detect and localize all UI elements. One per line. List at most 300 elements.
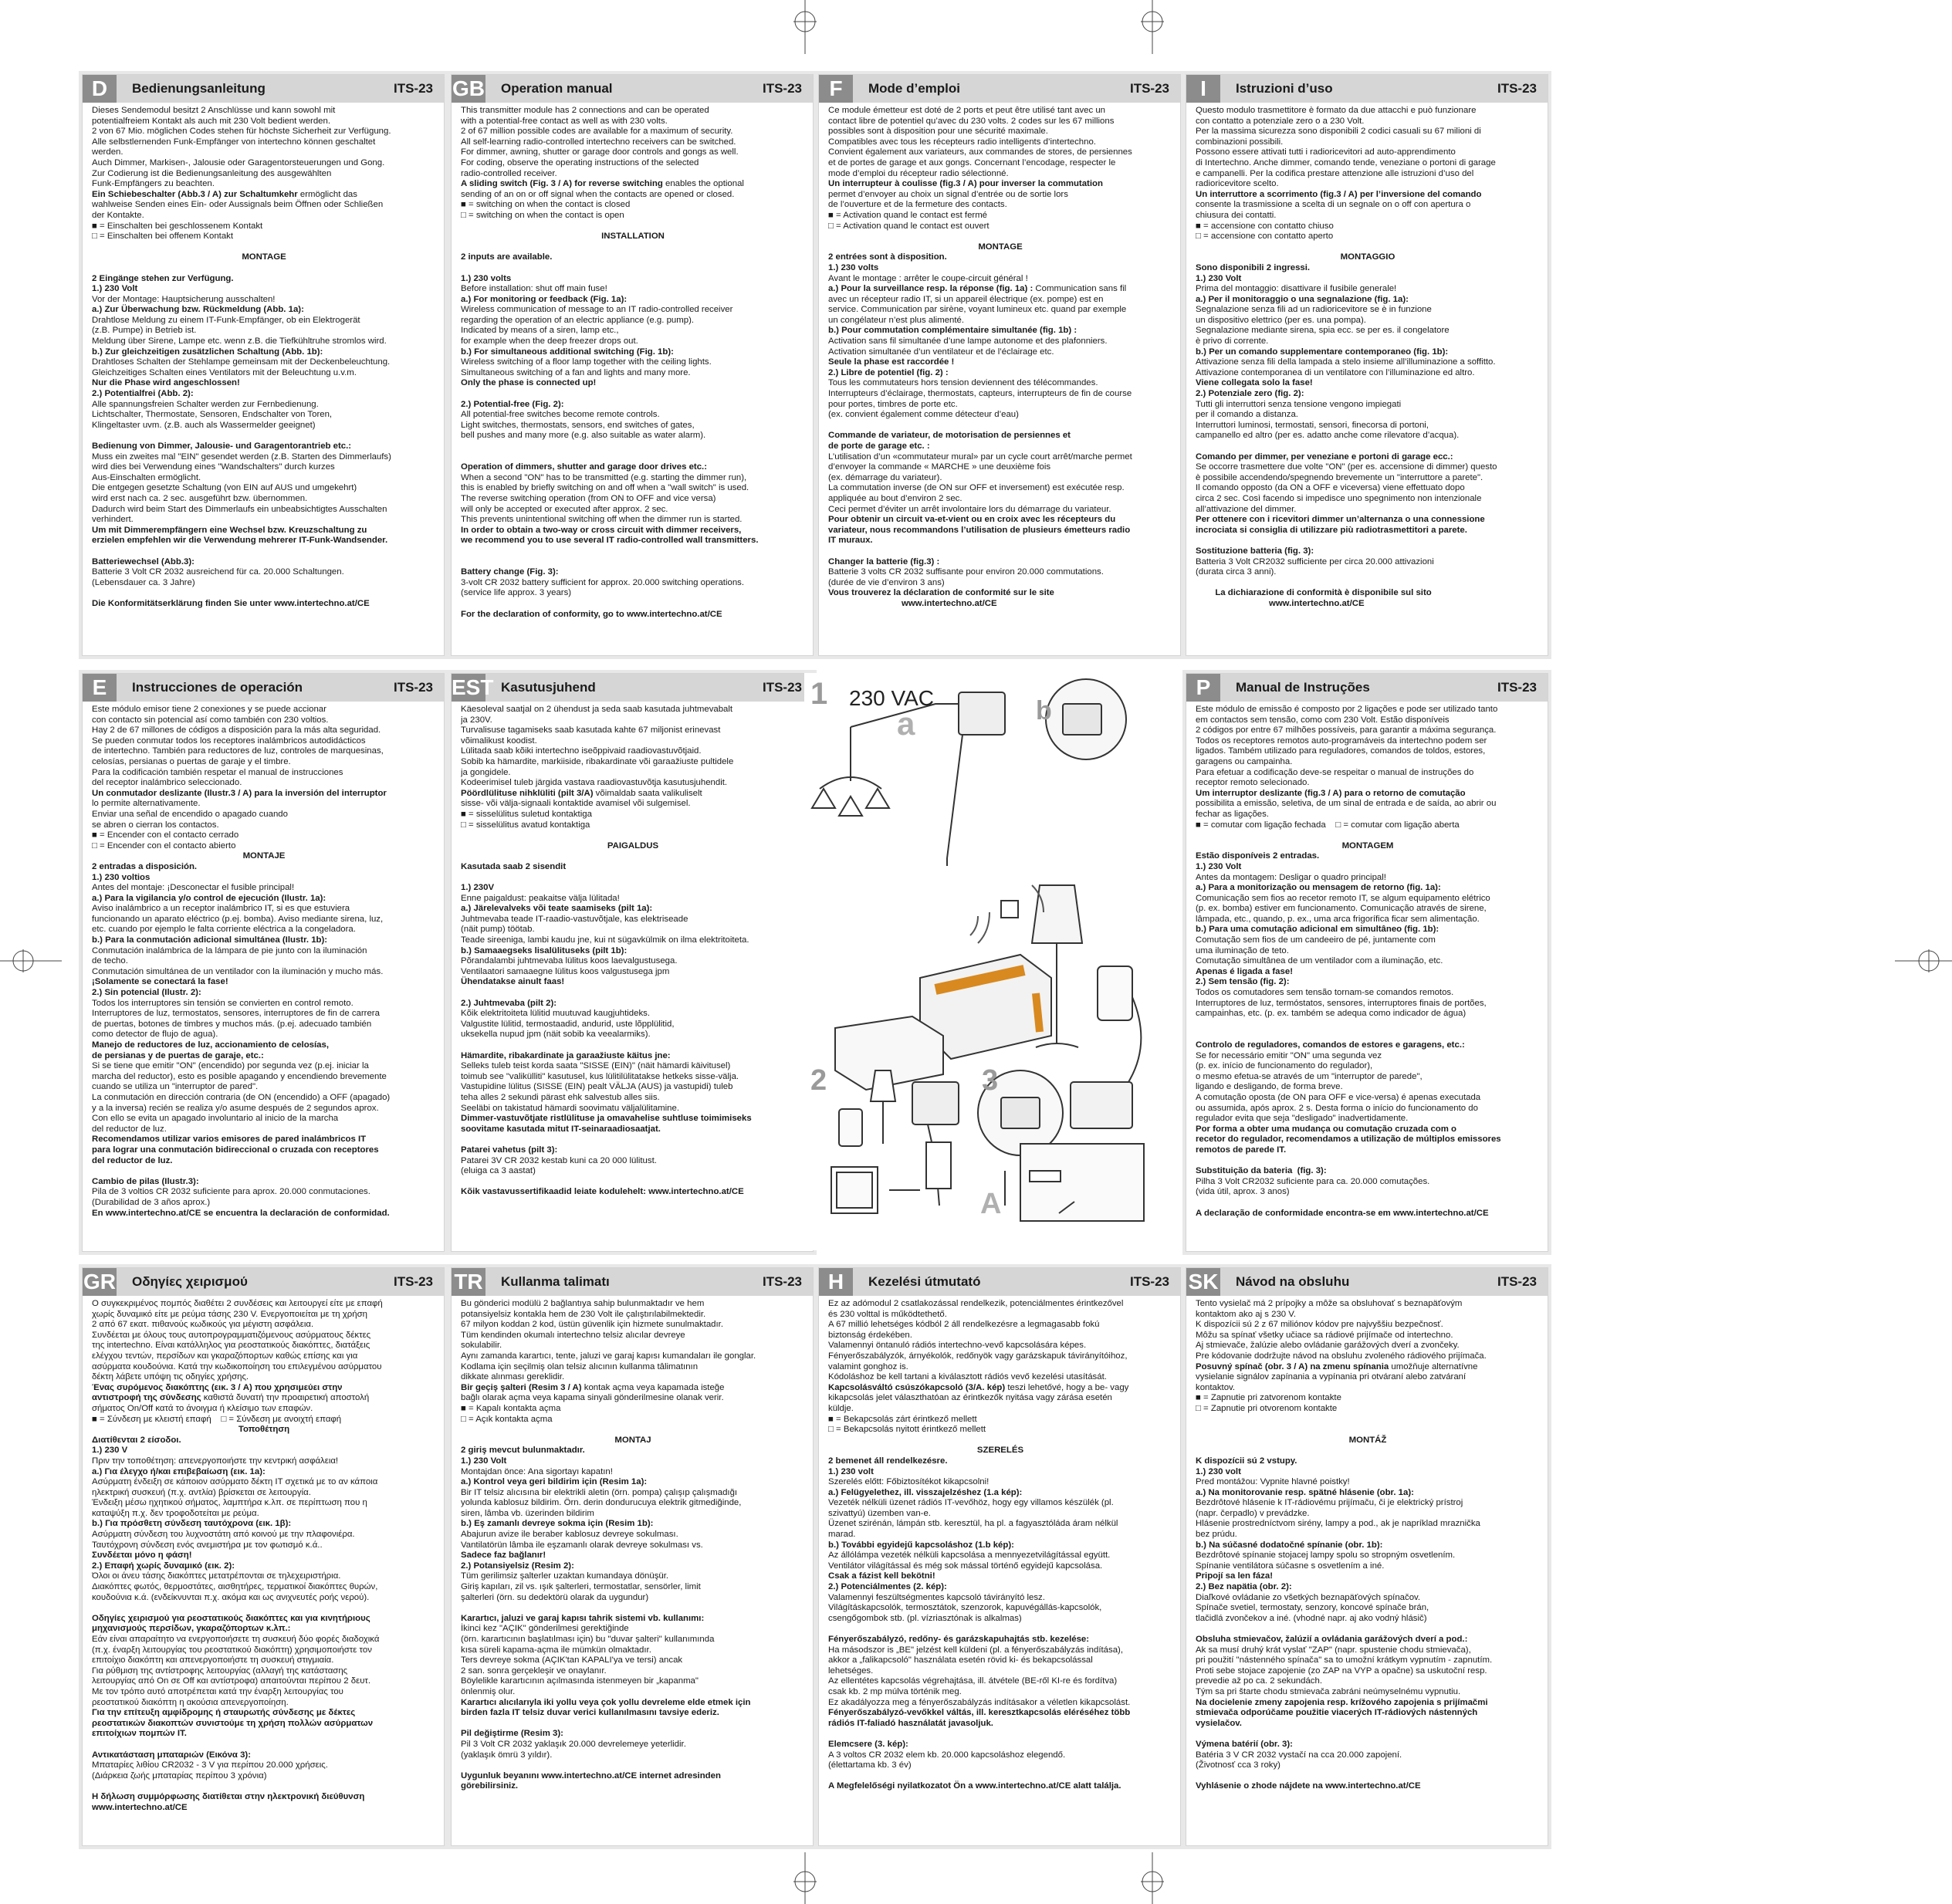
panel-body — [1196, 1299, 1540, 1842]
text-line: □ = Activation quand le contact est ouvert — [828, 221, 990, 231]
text-line: a.) Zur Überwachung bzw. Rückmeldung (Abb. 1a): — [92, 305, 304, 315]
panel-body — [92, 1299, 436, 1842]
text-line: Indicated by means of a siren, lamp etc., — [461, 326, 619, 336]
text-line: b.) Eş zamanlı devreye sokma için (Resim 1b): — [461, 1519, 654, 1529]
text-line: 1.) 230 Volt — [1196, 273, 1242, 283]
text-line: Wireless communication of message to an IT radio-controlled receiver — [461, 305, 733, 315]
text-line: Todos los interruptores sin tensión se convierten en control remoto. — [92, 998, 354, 1008]
text-line: receptor remoto selecionado. — [1196, 778, 1310, 788]
text-line: pri použití "nástenného spínača" sa to umožní krátkym vypnutím - zapnutím. — [1196, 1655, 1493, 1666]
text-line: When a second "ON" has to be transmitted (e.g. starting the dimmer run), — [461, 472, 747, 482]
text-line: Un interruttore a scorrimento (fig.3 / A) per l’inversione del comando — [1196, 189, 1482, 199]
text-line: chiusura dei contatti. — [1196, 210, 1277, 220]
text-line: Interruttori luminosi, termostati, sensori, finecorsa di portoni, — [1196, 420, 1429, 430]
text-line: Ένας συρόμενος διακόπτης (εικ. 3 / A) που χρησιμεύει στην — [92, 1382, 343, 1392]
text-line — [92, 1740, 436, 1750]
text-line: bell pushes and many more (e.g. also suitable as water alarm). — [461, 431, 706, 441]
panel-header — [83, 674, 444, 702]
text-line: της intertechno. Είναι κατάλληλος για ρεοστατικούς διακόπτες, διατάξεις — [92, 1341, 370, 1351]
text-line: Para efetuar a codificação deve-se respeitar o manual de instruções do — [1196, 767, 1474, 777]
text-line: uma iluminação de teto. — [1196, 945, 1289, 955]
text-line: Aj stmievače, žalúzie alebo ovládanie garážových dverí a zvončeky. — [1196, 1341, 1460, 1351]
text-line: □ = sisselülitus avatud kontaktiga — [461, 820, 590, 830]
text-line: 2 inputs are available. — [461, 252, 553, 262]
text-line: All potential-free switches become remote controls. — [461, 410, 660, 420]
text-line: stmievača odporúčame použitie viacerých IT-rádiových nástenných — [1196, 1708, 1478, 1718]
text-line: Az ellentétes kapcsolás végrehajtása, ill. átvétele (BE-ről KI-re és fordítva) — [828, 1676, 1118, 1686]
text-line: wahlweise Senden eines Ein- oder Aussignals beim Öffnen oder Schließen — [92, 200, 384, 210]
text-line: remotos de parede IT. — [1196, 1145, 1287, 1155]
text-line: Συνδέεται μόνο η φάση! — [92, 1551, 192, 1561]
installation-illustration — [804, 673, 1155, 1250]
text-line: Per la massima sicurezza sono disponibili 2 codici casuali su 67 milioni di — [1196, 127, 1481, 137]
text-line: ■ = comutar com ligação fechada □ = comutar com ligação aberta — [1196, 820, 1460, 830]
text-line: kikapcsolás jelet választhatóan az érintkezők nyitása vagy zárása esetén — [828, 1393, 1112, 1403]
text-line — [461, 830, 805, 841]
text-line: şalterleri (örn. su dedektörü olarak da uygundur) — [461, 1592, 649, 1602]
text-line: Substituição da bateria (fig. 3): — [1196, 1166, 1327, 1176]
text-line: Light switches, thermostats, sensors, end switches of gates, — [461, 420, 695, 430]
text-line: Για ρύθμιση της αντίστροφης λειτουργίας (αλλαγή της κατάστασης — [92, 1666, 348, 1676]
text-line: Battery change (Fig. 3): — [461, 567, 559, 577]
text-line: 1.) 230 voltios — [92, 872, 151, 882]
text-line: Avant le montage : arrêter le coupe-circuit général ! — [828, 273, 1028, 283]
text-line: küldje. — [828, 1403, 854, 1413]
text-line — [1196, 1198, 1540, 1209]
manual-panel-p — [1186, 673, 1548, 1252]
text-line: K dispozícii sú 2 vstupy. — [1196, 1456, 1297, 1466]
text-line: 1.) 230 volts — [828, 262, 879, 272]
text-line: Οδηγίες χειρισμού για ρεοστατικούς διακόπτες και για κινητήριους — [92, 1613, 370, 1623]
text-line — [1196, 441, 1540, 452]
text-line — [461, 452, 805, 463]
text-line: circa 2 sec. Così facendo si impedisce uno spegnimento non intenzionale — [1196, 493, 1482, 503]
text-line: o mesmo efetua-se através de um "interruptor de parede", — [1196, 1071, 1423, 1081]
text-line: como detector de flujo de agua). — [92, 1030, 218, 1040]
text-line: Controlo de reguladores, comandos de estores e garagens, etc.: — [1196, 1040, 1465, 1050]
text-line: Obsluha stmievačov, žalúzií a ovládania garážových dverí a pod.: — [1196, 1635, 1468, 1644]
panel-title: Manual de Instruções — [1236, 680, 1370, 695]
text-line: Activation simultanée d’un ventilateur et de l’éclairage etc. — [828, 347, 1054, 357]
text-line: erzielen empfehlen wir die Verwendung mehrerer IT-Funk-Wandsender. — [92, 536, 388, 546]
text-line: Juhtmevaba teade IT-raadio-vastuvõtjale, kas elektriseade — [461, 914, 688, 924]
text-line: Bu gönderici modülü 2 bağlantıya sahip bulunmaktadır ve hem — [461, 1299, 705, 1308]
text-line: Kódoláshoz be kell tartani a kiválasztott rádiós vevő kezelési utasítását. — [828, 1372, 1107, 1382]
text-line: vysielanie signálov zapínania a vypínania pri otváraní alebo zatváraní — [1196, 1372, 1467, 1382]
text-line: Lülitada saab kõiki intertechno iseõppivaid raadiovastuvõtjaid. — [461, 746, 702, 756]
text-line: permet d’envoyer au choix un signal d’entrée ou de sortie lors — [828, 189, 1068, 199]
text-line: Ventilátor világítással és még sok mással történő egyidejű kapcsolása. — [828, 1561, 1103, 1571]
model-code: ITS-23 — [762, 1274, 802, 1289]
text-line — [461, 599, 805, 610]
text-line: Pred montážou: Vypnite hlavné poistky! — [1196, 1477, 1350, 1487]
text-line: Apenas é ligada a fase! — [1196, 966, 1293, 976]
text-line: Segnalazione mediante sirena, spia ecc. se per es. il congelatore — [1196, 326, 1450, 336]
text-line — [828, 1771, 1172, 1782]
text-line — [1196, 536, 1540, 546]
panel-body — [92, 705, 436, 1248]
text-line: Conmutación simultánea de un ventilador con la iluminación y mucho más. — [92, 966, 384, 976]
panel-body — [461, 1299, 805, 1842]
text-line: sisse- või välja-signaali kontaktide avamisel või sulgemisel. — [461, 799, 691, 809]
fig-3a-label: A — [980, 1188, 1002, 1220]
text-line: Para la codificación también respetar el manual de instrucciones — [92, 767, 343, 777]
text-line: appliquée au bout d’environ 2 sec. — [828, 493, 962, 503]
text-line: επιτοίχιων πομπών IT. — [92, 1729, 187, 1739]
text-line: Sobib ka hämardite, markiiside, ribakardinate või garaažiuste pultidele — [461, 756, 734, 766]
text-line: Se pueden conmutar todos los receptores inalámbricos autodidácticos — [92, 736, 366, 746]
panel-header — [83, 1268, 444, 1296]
text-line: Changer la batterie (fig.3) : — [828, 556, 940, 566]
text-line: del receptor inalámbrico seleccionado. — [92, 778, 242, 788]
text-line: Aviso inalámbrico a un receptor inalámbrico IT, si es que estuviera — [92, 904, 350, 914]
text-line: Segnalazione senza fili ad un radioricevitore se è in funzione — [1196, 305, 1432, 315]
text-line: Batéria 3 V CR 2032 vystačí na cca 20.000 zapojení. — [1196, 1750, 1402, 1760]
text-line: (örn. karartıcının başlatılması için) bu "duvar şalteri" kullanımında — [461, 1635, 715, 1644]
text-line: Operation of dimmers, shutter and garage door drives etc.: — [461, 462, 708, 472]
text-line: Csak a fázist kell bekötni! — [828, 1571, 935, 1581]
text-line: □ = Zapnutie pri otvorenom kontakte — [1196, 1403, 1338, 1413]
text-line — [461, 557, 805, 568]
text-line: para lograr una conmutación bidireccional o cruzada con receptores — [92, 1145, 379, 1155]
model-code: ITS-23 — [1129, 1274, 1169, 1289]
text-line — [828, 232, 1172, 242]
text-line: MONTÁŽ — [1348, 1435, 1387, 1445]
text-line: Klingeltaster uvm. (z.B. auch als Wassermelder geeignet) — [92, 420, 316, 430]
text-line: con contacto sin potencial así como también con 230 voltios. — [92, 715, 329, 725]
panel-title: Instrucciones de operación — [132, 680, 303, 695]
text-line: bağlı olarak açma veya kapama sinyali gönderilmesine olanak verir. — [461, 1393, 724, 1403]
text-line: Meldung über Sirene, Lampe etc. wenn z.B. die Tiefkühltruhe stromlos wird. — [92, 336, 387, 347]
text-line: Világításkapcsolók, termosztátok, szenzorok, kapuvégállás-kapcsolók, — [828, 1603, 1102, 1613]
text-line: For coding, observe the operating instructions of the selected — [461, 157, 699, 167]
text-line: Dadurch wird beim Start des Dimmerlaufs ein unbeabsichtigtes Ausschalten — [92, 504, 387, 514]
text-line: Ασύρματη σύνδεση του λυχνοστάτη από κοινού με την πλαφονιέρα. — [92, 1530, 355, 1540]
text-line: Για την επίτευξη αμφίδρομης ή σταυρωτής σύνδεσης με δέκτες — [92, 1708, 356, 1718]
text-line: Il comando opposto (da ON a OFF e viceversa) viene effettuato dopo — [1196, 483, 1465, 493]
panel-body — [1196, 106, 1540, 652]
text-line: A declaração de conformidade encontra-se em www.intertechno.at/CE — [1196, 1208, 1489, 1218]
text-line: 2.) Sin potencial (Ilustr. 2): — [92, 988, 201, 998]
text-line: Tüm gerilimsiz şalterler uzaktan kumandaya dönüşür. — [461, 1571, 669, 1581]
text-line: (z.B. Pumpe) in Betrieb ist. — [92, 326, 197, 336]
text-line: b.) For simultaneous additional switching (Fig. 1b): — [461, 347, 674, 357]
text-line: All self-learning radio-controlled intertechno receivers can be switched. — [461, 137, 736, 147]
text-line: Pre kódovanie dodržujte návod na obsluhu zvoleného rádiového prijímača. — [1196, 1351, 1487, 1361]
text-line: Compatibles avec tous les récepteurs radio intelligents d’intertechno. — [828, 137, 1096, 147]
text-line: bez prúdu. — [1196, 1530, 1237, 1540]
language-code: D — [83, 75, 117, 103]
text-line: χωρίς δυναμικό είτε με ρεύμα τάσης 230 V. Ενεργοποιείται με τη χρήση — [92, 1309, 367, 1319]
text-line: Questo modulo trasmettitore è formato da due attacchi e può funzionare — [1196, 106, 1477, 115]
text-line: võimalikust koodist. — [461, 736, 537, 746]
text-line: Vastupidine lülitus (SISSE (EIN) pealt VÄLJA (AUS) ja vastupidi) tuleb — [461, 1082, 733, 1092]
text-line: A 67 millió lehetséges kódból 2 áll rendelkezésre a legmagasabb fokú — [828, 1320, 1100, 1330]
text-line: der Kontakte. — [92, 210, 144, 220]
manual-panel-i — [1186, 74, 1548, 656]
text-line: Spínanie ventilátora súčasne s osvetlením a iné. — [1196, 1561, 1385, 1571]
text-line: Gleichzeitiges Schalten eines Ventilators mit der Beleuchtung u.v.m. — [92, 367, 357, 377]
text-line: a.) For monitoring or feedback (Fig. 1a): — [461, 294, 628, 304]
text-line: La commutation inverse (de ON sur OFF et inversement) est exécutée resp. — [828, 483, 1125, 493]
text-line — [461, 1760, 805, 1771]
text-line: Μπαταρίες λιθίου CR2032 - 3 V για περίπου 20.000 χρήσεις. — [92, 1760, 328, 1770]
text-line: Attivazione senza fili della lampada a stelo insieme all’illuminazione a soffitto. — [1196, 357, 1496, 367]
text-line: Patarei vahetus (pilt 3): — [461, 1145, 558, 1155]
text-line: Pripojí sa len fáza! — [1196, 1571, 1274, 1581]
text-line: Üzenet szirénán, lámpán stb. keresztül, ha pl. a fagyasztóláda áram nélkül — [828, 1519, 1118, 1529]
manual-panel-gb — [451, 74, 814, 656]
text-line: (Životnosť cca 3 roky) — [1196, 1760, 1280, 1770]
text-line: MONTAGE — [978, 242, 1023, 252]
text-line: Alle selbstlernenden Funk-Empfänger von intertechno können geschaltet — [92, 137, 376, 147]
text-line: Hay 2 de 67 millones de códigos a disposición para la más alta seguridad. — [92, 725, 381, 736]
text-line: www.intertechno.at/CE — [828, 598, 997, 608]
text-line: campainhas, etc. (p. ex. também se adequa como indicador de água) — [1196, 1009, 1467, 1019]
text-line: Sostituzione batteria (fig. 3): — [1196, 546, 1314, 556]
text-line: Η δήλωση συμμόρφωσης διατίθεται στην ηλεκτρονική διεύθυνση — [92, 1791, 365, 1801]
text-line: Ένδειξη μέσω ηχητικού σήματος, λαμπτήρα κ.λπ. σε περίπτωση που η — [92, 1498, 367, 1508]
text-line: prevedie až po ca. 2 sekundách. — [1196, 1676, 1323, 1686]
text-line: ηλεκτρική συσκευή (π.χ. αντλία) βρίσκεται σε λειτουργία. — [92, 1487, 311, 1497]
panel-header — [819, 75, 1180, 103]
text-line — [461, 222, 805, 232]
text-line — [461, 263, 805, 274]
text-line: Διατίθενται 2 είσοδοι. — [92, 1435, 181, 1445]
panel-title: Mode d’emploi — [868, 81, 960, 96]
text-line: For the declaration of conformity, go to www.intertechno.at/CE — [461, 609, 722, 619]
panel-body — [828, 1299, 1172, 1842]
panel-header — [819, 1268, 1180, 1296]
text-line: 2.) Επαφή χωρίς δυναμικό (εικ. 2): — [92, 1561, 235, 1571]
text-line: de puertas, botones de timbres y muchos más. (p.ej. adecuado también — [92, 1019, 372, 1029]
text-line: de persianas y de puertas de garaje, etc.: — [92, 1050, 264, 1060]
text-line: Un interrupteur à coulisse (fig.3 / A) pour inverser la commutation — [828, 179, 1103, 189]
text-line: Vor der Montage: Hauptsicherung ausschalten! — [92, 294, 276, 304]
text-line: siren, lâmba vb. üzerinden bildirim — [461, 1508, 594, 1518]
language-code: SK — [1186, 1268, 1220, 1296]
panel-header — [1186, 674, 1548, 702]
text-line: Vantilatörün lâmba ile eşzamanlı olarak devreye sokulması vs. — [461, 1540, 703, 1550]
text-line: a.) Kontrol veya geri bildirim için (Resim 1a): — [461, 1477, 648, 1487]
text-line: a.) Pour la surveillance resp. la réponse (fig. 1a) : Communication sans fil — [828, 284, 1127, 294]
text-line: combinazioni possibili. — [1196, 137, 1284, 147]
text-line: Conmutación inalámbrica de la lámpara de pie junto con la iluminación — [92, 945, 367, 955]
text-line: 1.) 230 Volt — [92, 284, 138, 294]
text-line: Τοποθέτηση — [238, 1425, 290, 1435]
text-line: Vyhlásenie o zhode nájdete na www.intertechno.at/CE — [1196, 1781, 1421, 1791]
text-line: 2.) Potenziale zero (fig. 2): — [1196, 389, 1304, 399]
text-line — [1196, 1771, 1540, 1782]
text-line — [461, 546, 805, 557]
text-line: Bezdrôtové spínanie stojacej lampy spolu so stropným osvetlením. — [1196, 1551, 1456, 1561]
text-line: MONTAJ — [614, 1435, 651, 1445]
text-line — [828, 421, 1172, 431]
text-line: Ce module émetteur est doté de 2 ports et peut être utilisé tant avec un — [828, 106, 1106, 115]
text-line: görebilirsiniz. — [461, 1781, 519, 1791]
text-line: MONTAGGIO — [1340, 252, 1395, 262]
text-line: Spínače svetiel, termostaty, senzory, koncové spínače brán, — [1196, 1603, 1429, 1613]
text-line: μηχανισμούς περσίδων, γκαραζόπορτων κ.λπ.: — [92, 1624, 291, 1634]
fig-1b-label: b — [1036, 696, 1052, 725]
text-line: b.) További egyidejű kapcsoláshoz (1.b kép): — [828, 1540, 1014, 1550]
text-line — [461, 242, 805, 253]
text-line: ■ = Zapnutie pri zatvorenom kontakte — [1196, 1393, 1341, 1403]
text-line: se abren o cierran los contactos. — [92, 820, 219, 830]
text-line: 2 giriş mevcut bulunmaktadır. — [461, 1446, 585, 1456]
text-line: b.) Zur gleichzeitigen zusätzlichen Schaltung (Abb. 1b): — [92, 347, 323, 357]
text-line: 1.) 230 volts — [461, 273, 512, 283]
text-line: Εάν είναι απαραίτητο να ενεργοποιήσετε τη συσκευή δύο φορές διαδοχικά — [92, 1635, 380, 1644]
text-line: (élettartama kb. 3 év) — [828, 1760, 912, 1770]
model-code: ITS-23 — [762, 680, 802, 695]
text-line: Môžu sa spínať všetky učiace sa rádiové prijímače od intertechno. — [1196, 1330, 1453, 1340]
text-line: vysielačov. — [1196, 1718, 1242, 1728]
text-line: Enne paigaldust: peakaitse välja lülitada! — [461, 893, 620, 903]
text-line: yolunda kablosuz bildirim. Örn. derin dondurucuya elektrik gitmediğinde, — [461, 1498, 742, 1508]
text-line: PAIGALDUS — [607, 840, 659, 851]
text-line: Ταυτόχρονη σύνδεση ενός ανεμιστήρα με τον φωτισμό κ.ά.. — [92, 1540, 323, 1550]
text-line: Um interruptor deslizante (fig.3 / A) para o retorno de comutação — [1196, 788, 1466, 798]
text-line: καταψύξη π.χ. δεν τροφοδοτείται με ρεύμα. — [92, 1508, 259, 1518]
text-line: Recomendamos utilizar varios emisores de pared inalámbricos IT — [92, 1135, 367, 1145]
text-line: Batterie 3 volts CR 2032 suffisante pour environ 20.000 commutations. — [828, 567, 1104, 577]
text-line: Comunicação sem fios ao recetor remoto IT, se algum equipamento elétrico — [1196, 893, 1490, 903]
text-line — [828, 1729, 1172, 1740]
text-line: 1.) 230 V — [92, 1446, 128, 1456]
manual-panel-sk — [1186, 1267, 1548, 1846]
text-line: et de portes de garage et aux gongs. Concernant l’encodage, respecter le — [828, 157, 1116, 167]
text-line: em contactos sem tensão, como com 230 Volt. Estão disponíveis — [1196, 715, 1450, 725]
text-line: Estão disponíveis 2 entradas. — [1196, 851, 1320, 861]
text-line: Valamennyi öntanuló rádiós intertechno-vevő kapcsolására képes. — [828, 1341, 1087, 1351]
text-line: with a potential-free contact as well as with 230 volts. — [461, 116, 668, 126]
text-line: Karartıcı, jaluzi ve garaj kapısı tahrik sistemi vb. kullanımı: — [461, 1613, 705, 1623]
text-line: teha alles 2 sekundi pärast ehk salvestub alles siis. — [461, 1092, 660, 1102]
text-line: contact libre de potentiel qu’avec du 230 volts. 2 codes sur les 67 millions — [828, 116, 1115, 126]
panel-body — [92, 106, 436, 652]
text-line: potentialfreiem Kontakt als auch mit 230 Volt bedient werden. — [92, 116, 330, 126]
text-line: rádiós IT-faliadó használatát javasoljuk. — [828, 1718, 993, 1728]
text-line: wird dies bei Verwendung eines "Wandschalters" durch kurzes — [92, 462, 335, 472]
text-line: Este módulo de emissão é composto por 2 ligações e pode ser utilizado tanto — [1196, 705, 1498, 714]
text-line: 2 san. sonra gerçekleşir ve onaylanır. — [461, 1666, 607, 1676]
text-line: Enviar una señal de encendido o apagado cuando — [92, 809, 288, 819]
text-line: verhindert. — [92, 515, 134, 525]
model-code: ITS-23 — [1497, 1274, 1537, 1289]
text-line: pour portes, timbres de porte etc. — [828, 399, 958, 409]
text-line: 2 Eingänge stehen zur Verfügung. — [92, 273, 234, 283]
text-line — [828, 1436, 1172, 1446]
text-line: Ein Schiebeschalter (Abb.3 / A) zur Schaltumkehr ermöglicht das — [92, 189, 357, 199]
text-line: a.) Για έλεγχο ή/και επιβεβαίωση (εικ. 1a): — [92, 1466, 266, 1476]
text-line: A 3 voltos CR 2032 elem kb. 20.000 kapcsoláshoz elegendő. — [828, 1750, 1066, 1760]
text-line: Böylelikle karartıcının açılmasında istenmeyen bir „kapanma" — [461, 1676, 699, 1686]
text-line — [92, 1781, 436, 1792]
manual-panel-est — [451, 673, 814, 1252]
text-line: Hämardite, ribakardinate ja garaažiuste käitus jne: — [461, 1050, 671, 1060]
text-line: Si se tiene que emitir "ON" (encendido) por segunda vez (p.ej. iniciar la — [92, 1061, 369, 1071]
text-line: szivattyú) üzemben van-e. — [828, 1508, 931, 1518]
text-line: ou assumida, após aprox. 2 s. Desta forma o início do funcionamento do — [1196, 1103, 1478, 1113]
text-line: will only be accepted or executed after approx. 2 sec. — [461, 504, 668, 514]
text-line: Por forma a obter uma mudança ou comutação cruzada com o — [1196, 1124, 1456, 1134]
text-line: Alle spannungsfreien Schalter werden zur Fernbedienung. — [92, 399, 319, 409]
text-line: biztonság érdekében. — [828, 1330, 912, 1340]
text-line: Bezdrôtové hlásenie k IT-rádiovému prijímaču, či je elektrický prístroj — [1196, 1498, 1463, 1508]
text-line: Funk-Empfängers zu beachten. — [92, 179, 215, 189]
text-line: kontaktov. — [1196, 1382, 1236, 1392]
text-line: variateur, nous recommandons l’utilisation de plusieurs émetteurs radio — [828, 525, 1131, 535]
text-line: (durata circa 3 anni). — [1196, 567, 1277, 577]
text-line: Tous les commutateurs hors tension deviennent des télécommandes. — [828, 378, 1098, 388]
text-line: Pila de 3 voltios CR 2032 suficiente para aprox. 20.000 conmutaciones. — [92, 1187, 370, 1197]
text-line: □ = Encender con el contacto abierto — [92, 840, 236, 851]
text-line: regulador evita que seja "desligado" inadvertidamente. — [1196, 1114, 1409, 1124]
text-line — [1196, 1030, 1540, 1040]
text-line: (ex. démarrage du variateur). — [828, 472, 942, 482]
text-line: fechar as ligações. — [1196, 809, 1269, 819]
text-line: toimub see "valikülliti" kasutusel, kus lülitilülitatakse hetkeks sisse-välja. — [461, 1071, 739, 1081]
text-line: we recommend you to use several IT radio-controlled wall transmitters. — [461, 536, 759, 546]
text-line: ρεοστατικού διακόπτη η ακούσια απενεργοποίηση. — [92, 1697, 289, 1707]
text-line: funcionando un aparato eléctrico (p.ej. bomba). Aviso mediante sirena, luz, — [92, 914, 384, 924]
text-line: de l’ouverture et de la fermeture des contacts. — [828, 200, 1007, 210]
panel-title: Kasutusjuhend — [501, 680, 596, 695]
text-line: è privo di corrente. — [1196, 336, 1269, 347]
text-line: La conmutación en dirección contraria (de ON (encendido) a OFF (apagado) — [92, 1092, 391, 1102]
text-line: 2 entradas a disposición. — [92, 861, 198, 871]
text-line: Patarei 3V CR 2032 kestab kuni ca 20 000 lülitust. — [461, 1155, 657, 1165]
text-line: possibles sont à disposition pour une sécurité maximale. — [828, 127, 1048, 137]
text-line: ligados. Também utilizado para reguladores, comandos de toldos, estores, — [1196, 746, 1486, 756]
text-line — [92, 431, 436, 441]
text-line: b.) Para la conmutación adicional simultánea (Ilustr. 1b): — [92, 935, 328, 945]
text-line: Kodlama için seçilmiş olan telsiz alıcının kullanma tâlimatının — [461, 1361, 699, 1371]
text-line — [461, 441, 805, 452]
text-line: 2.) Bez napätia (obr. 2): — [1196, 1582, 1292, 1592]
text-line: service. Communication par sirène, voyant lumineux etc. quand par exemple — [828, 305, 1127, 315]
text-line: Valamennyi feszültségmentes kapcsoló távirányító lesz. — [828, 1592, 1045, 1602]
text-line — [1196, 1446, 1540, 1456]
text-line: Seule la phase est raccordée ! — [828, 357, 955, 367]
text-line: 1.) 230 Volt — [1196, 861, 1242, 871]
text-line: b.) Pour commutation complémentaire simultanée (fig. 1b) : — [828, 326, 1077, 336]
text-line: A Megfelelőségi nyilatkozatot Ön a www.intertechno.at/CE alatt találja. — [828, 1781, 1121, 1791]
text-line: ■ = Encender con el contacto cerrado — [92, 830, 239, 840]
text-line: 2.) Potansiyelsiz (Resim 2): — [461, 1561, 574, 1571]
text-line: a.) Para a monitorização ou mensagem de retorno (fig. 1a): — [1196, 883, 1441, 893]
text-line: Convient également aux variateurs, aux commandes de stores, de persiennes — [828, 147, 1132, 157]
text-line: cuando se utiliza un "interruptor de pared". — [92, 1082, 259, 1092]
text-line: A comutação oposta (de ON para OFF e vice-versa) é apenas executada — [1196, 1092, 1481, 1102]
text-line: (durée de vie d’environ 3 ans) — [828, 577, 945, 587]
text-line: κουδούνια κ.ά. (ενδείκνυνται π.χ. ακόμα και ως ανιχνευτές ροής νερού). — [92, 1592, 370, 1602]
text-line: ■ = Bekapcsolás zárt érintkező mellett — [828, 1414, 977, 1424]
text-line: www.intertechno.at/CE — [92, 1802, 188, 1812]
text-line: ■ = accensione con contatto chiuso — [1196, 221, 1334, 231]
text-line: (yaklaşık ömrü 3 yıldır). — [461, 1750, 553, 1760]
text-line: For dimmer, awning, shutter or garage door controls and gongs as well. — [461, 147, 739, 157]
text-line: MONTAGE — [242, 252, 286, 262]
text-line: Szerelés előtt: Főbiztosítékot kikapcsolni! — [828, 1477, 990, 1487]
text-line: www.intertechno.at/CE — [1196, 598, 1365, 608]
text-line: è possibile accendendo/spegnendo brevemente un "interruttore a parete". — [1196, 472, 1483, 482]
text-line: a.) Per il monitoraggio o una segnalazione (fig. 1a): — [1196, 294, 1409, 304]
text-line: The reverse switching operation (from ON to OFF and vice versa) — [461, 493, 716, 503]
text-line: ■ = Σύνδεση με κλειστή επαφή □ = Σύνδεση με ανοιχτή επαφή — [92, 1414, 342, 1424]
text-line: ελέγχου τεντών, περσίδων και γκαραζόπορτων καθώς επίσης και για — [92, 1351, 358, 1361]
